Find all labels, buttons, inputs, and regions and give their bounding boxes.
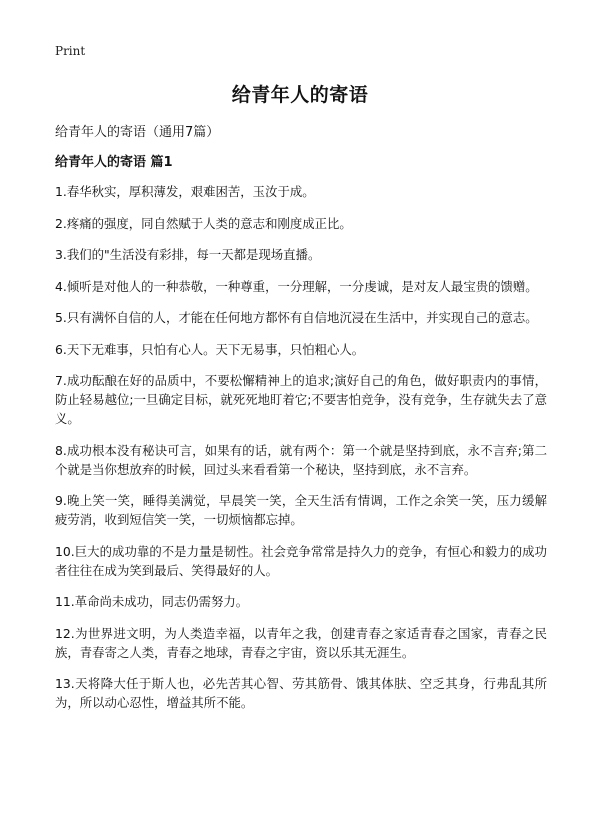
list-item: 10.巨大的成功靠的不是力量是韧性。社会竞争常常是持久力的竞争，有恒心和毅力的成功者往往在成为笑到最后、笑得最好的人。 bbox=[55, 543, 547, 578]
section-heading: 给青年人的寄语 篇1 bbox=[55, 155, 173, 170]
list-item: 1.春华秋实，厚积薄发，艰难困苦，玉汝于成。 bbox=[55, 184, 315, 199]
list-item: 13.天将降大任于斯人也，必先苦其心智、劳其筋骨、饿其体肤、空乏其身，行弗乱其所为，所以动心忍性，增益其所不能。 bbox=[55, 676, 547, 710]
list-item: 12.为世界进文明，为人类造幸福，以青年之我，创建青春之家适青春之国家，青春之民族，青春寄之人类，青春之地球，青春之宇宙，资以乐其无涯生。 bbox=[55, 625, 547, 660]
list-item: 11.革命尚未成功，同志仍需努力。 bbox=[55, 594, 249, 609]
list-item: 2.疼痛的强度，同自然赋于人类的意志和刚度成正比。 bbox=[55, 215, 352, 231]
quote-list bbox=[55, 182, 547, 725]
list-item: 6.天下无难事，只怕有心人。天下无易事，只怕粗心人。 bbox=[55, 341, 365, 357]
list-item: 4.倾听是对他人的一种恭敬，一种尊重，一分理解，一分虔诚，是对友人最宝贵的馈赠。 bbox=[55, 278, 538, 294]
list-item: 8.成功根本没有秘诀可言，如果有的话，就有两个：第一个就是坚持到底，永不言弃;第二个就是当你想放弃的时候，回过头来看看第一个秘诀，坚持到底，永不言弃。 bbox=[55, 442, 547, 477]
page-title: 给青年人的寄语 bbox=[231, 84, 369, 106]
list-item: 9.晚上笑一笑，睡得美满觉，早晨笑一笑，全天生活有情调，工作之余笑一笑，压力缓解疲劳消，收到短信笑一笑，一切烦恼都忘掉。 bbox=[55, 493, 547, 527]
document-subtitle: 给青年人的寄语（通用7篇） bbox=[55, 125, 220, 140]
list-item: 7.成功酝酿在好的品质中，不要松懈精神上的追求;演好自己的角色，做好职责内的事情，防止轻易越位;一旦确定目标，就死死地盯着它;不要害怕竞争，没有竞争，生存就失去了意义。 bbox=[55, 373, 547, 426]
list-item: 3.我们的"生活没有彩排，每一天都是现场直播。 bbox=[55, 247, 321, 262]
list-item: 5.只有满怀自信的人，才能在任何地方都怀有自信地沉浸在生活中，并实现自己的意志。 bbox=[55, 310, 538, 325]
print-link[interactable]: Print bbox=[55, 44, 86, 58]
